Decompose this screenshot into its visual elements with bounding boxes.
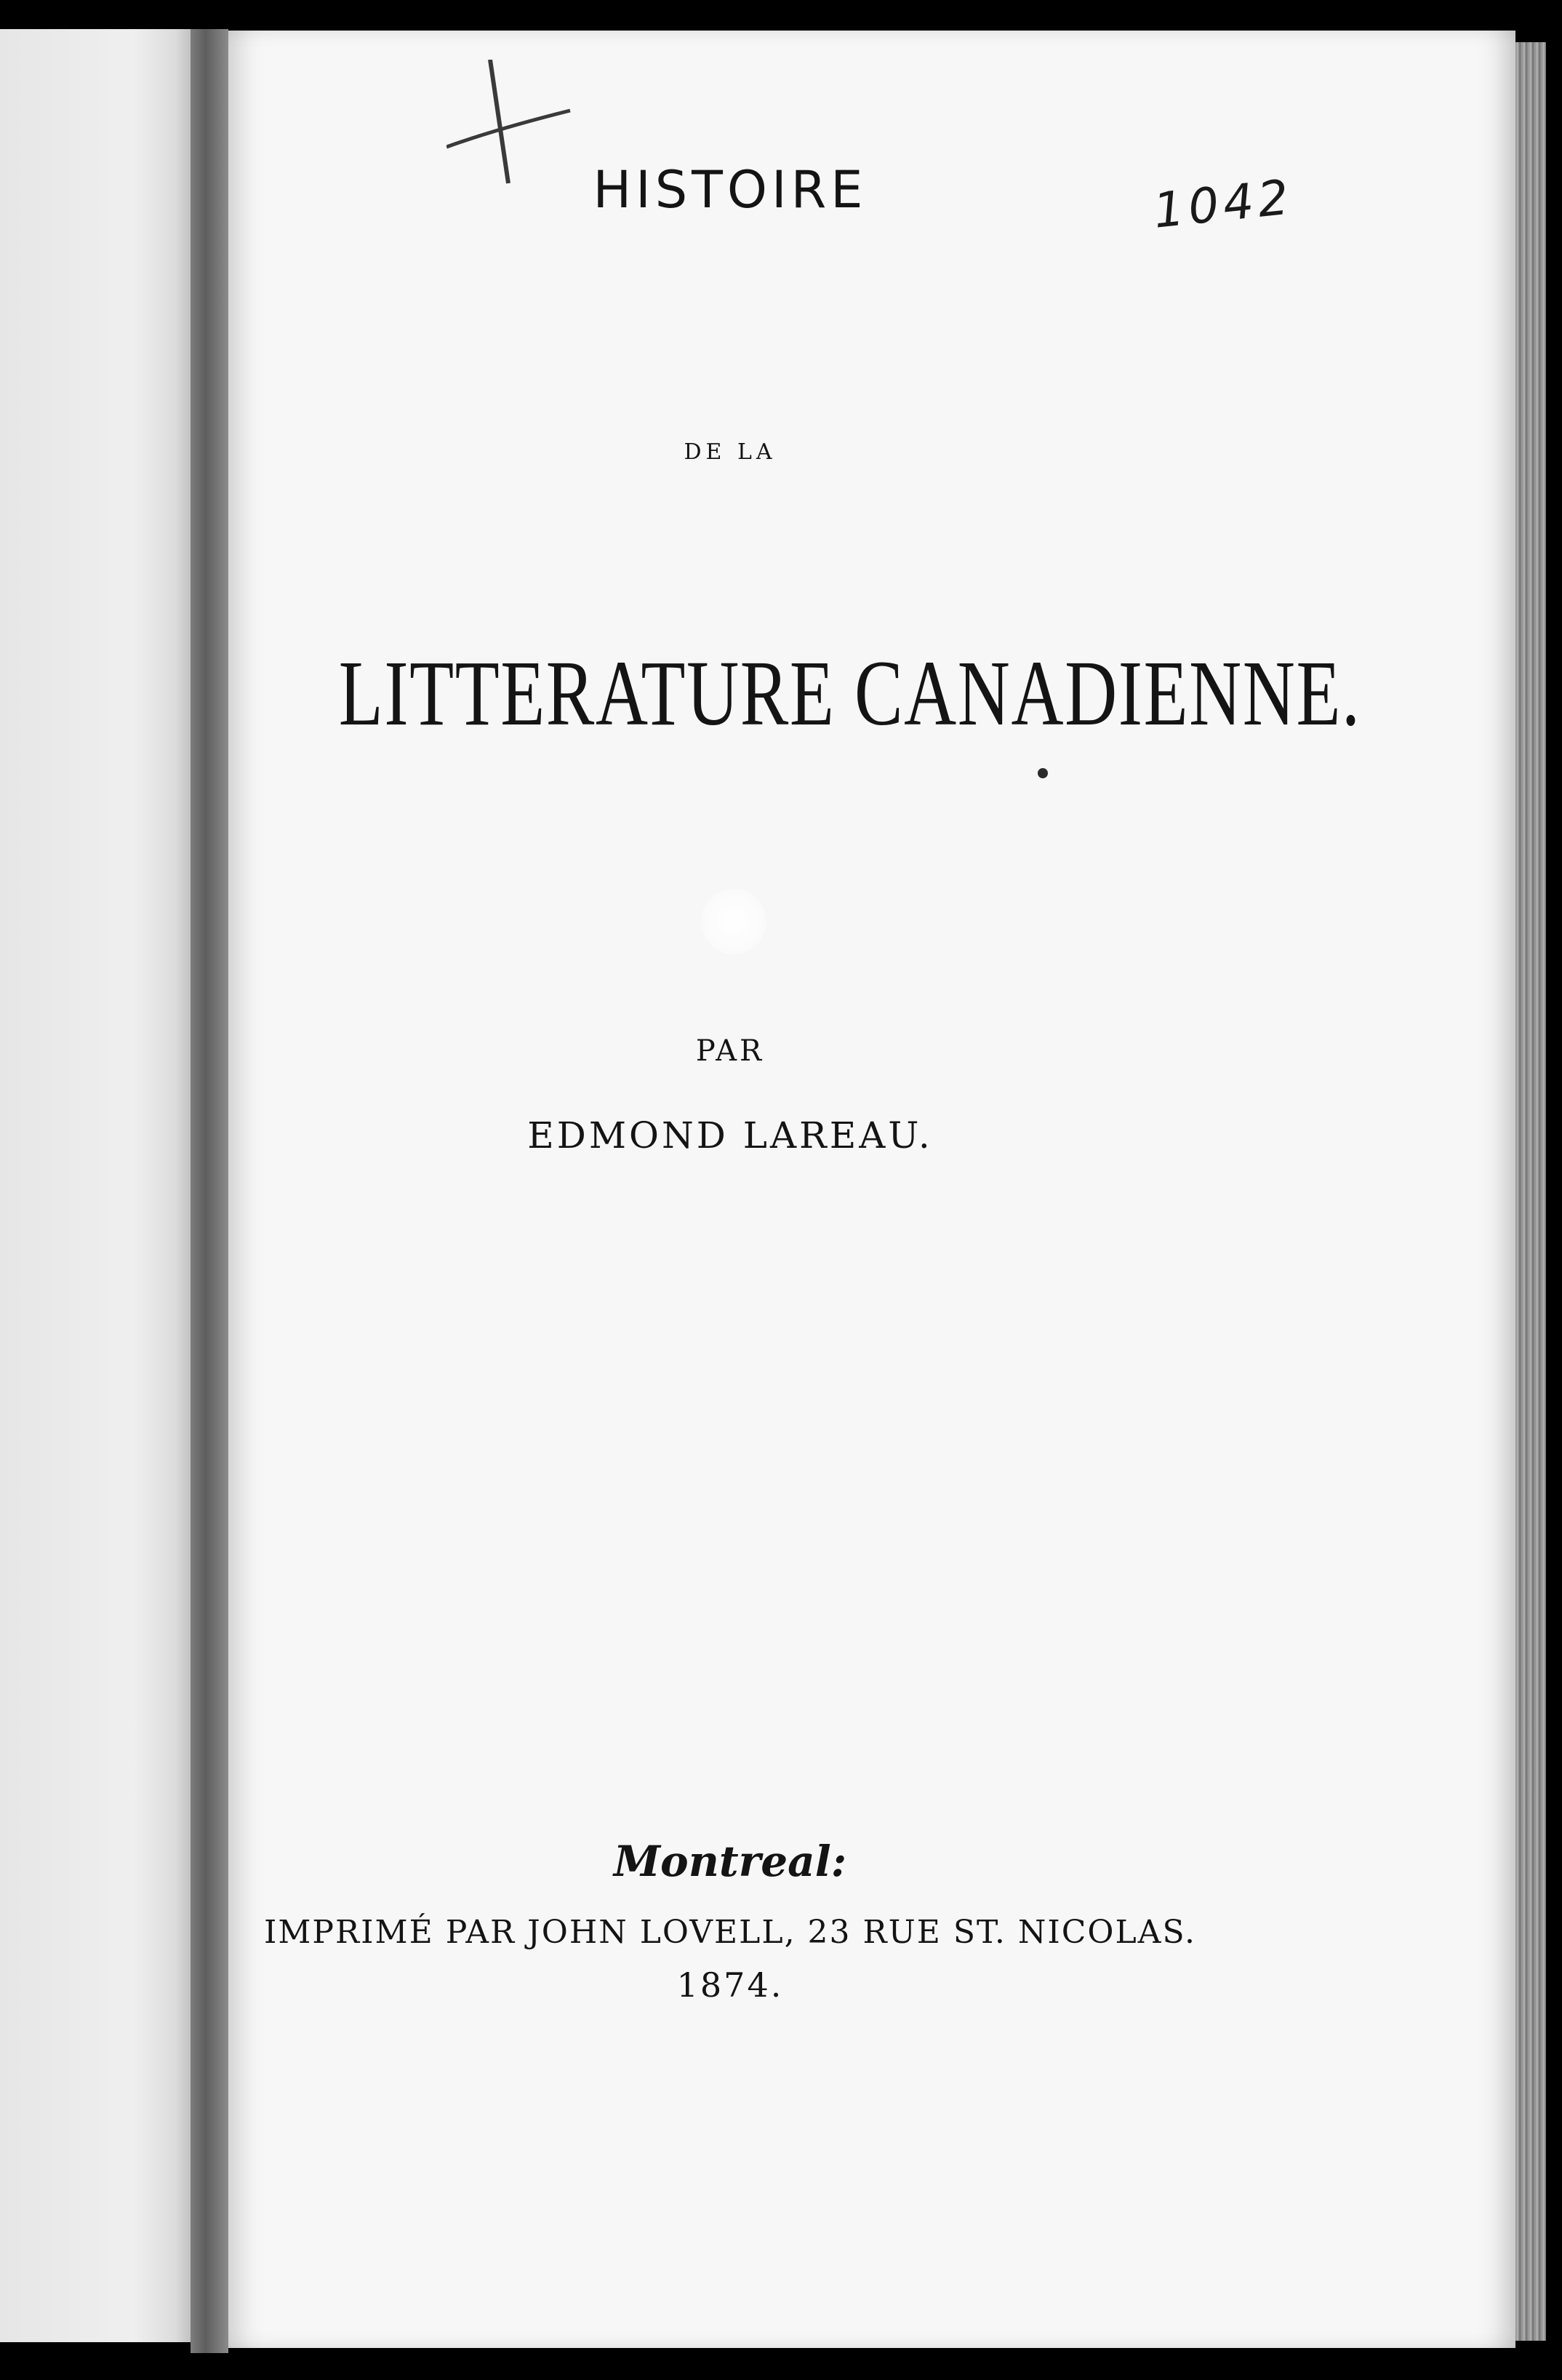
imprint-year: 1874. <box>676 1965 784 2005</box>
imprint-city: Montreal: <box>613 1837 847 1886</box>
imprint-printer: IMPRIMÉ PAR JOHN LOVELL, 23 RUE ST. NICOLAS. <box>263 1914 1196 1951</box>
title-histoire: HISTOIRE <box>593 160 868 220</box>
book-gutter <box>191 29 228 2353</box>
paper-spot <box>701 889 766 954</box>
left-page-edge <box>0 29 191 2342</box>
title-page <box>228 31 1515 2348</box>
author-name: EDMOND LAREAU. <box>527 1114 933 1157</box>
byline-par: PAR <box>695 1034 765 1068</box>
title-main: LITTERATURE CANADIENNE. <box>338 642 1361 745</box>
title-de-la: DE LA <box>684 439 777 465</box>
ink-dot <box>1038 768 1048 778</box>
handwritten-catalog-number: 1042 <box>1150 169 1296 239</box>
page-edges <box>1515 42 1546 2341</box>
